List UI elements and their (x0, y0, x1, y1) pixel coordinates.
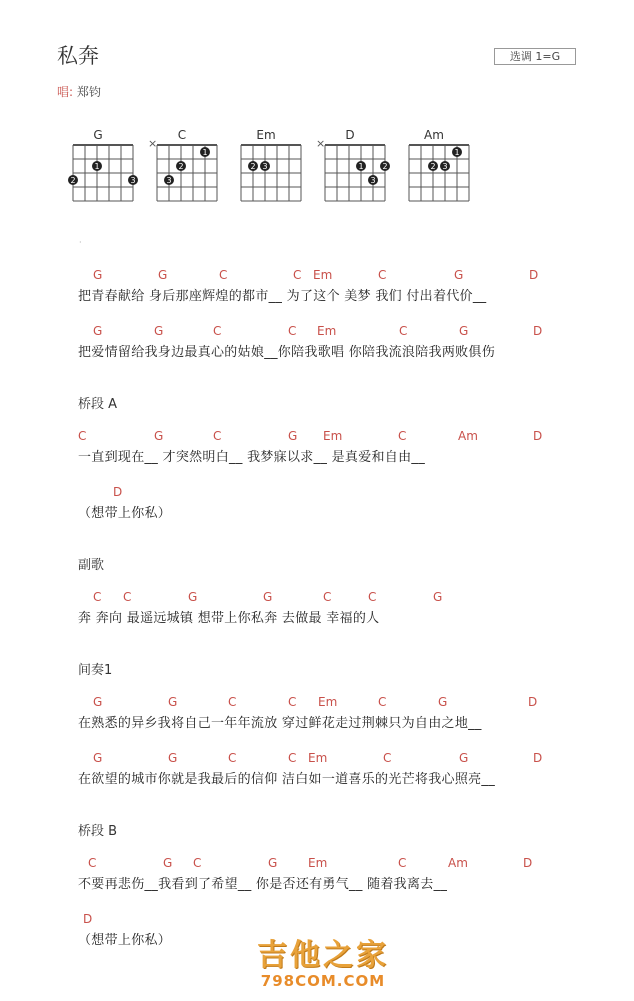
chord-label: C (88, 856, 97, 870)
chord-label: C (378, 268, 387, 282)
chord-label: G (93, 695, 103, 709)
chord-grid (65, 145, 136, 203)
chord-label: G (433, 590, 443, 604)
chord-label: G (459, 751, 469, 765)
chord-label: C (213, 324, 222, 338)
chord-label: C (293, 268, 302, 282)
chord-label: G (163, 856, 173, 870)
chord-label: G (158, 268, 168, 282)
finger-number: 3 (166, 176, 172, 185)
chord-label: G (459, 324, 469, 338)
chord-label: C (219, 268, 228, 282)
chord-diagram-g (65, 128, 136, 204)
chord-label: C (193, 856, 202, 870)
finger-number: 1 (454, 148, 460, 157)
finger-number: 2 (178, 162, 184, 171)
chord-label: G (268, 856, 278, 870)
chord-grid (317, 145, 388, 203)
chord-label: C (93, 590, 102, 604)
chord-label: C (78, 429, 87, 443)
chord-label: C (368, 590, 377, 604)
chord-label: G (438, 695, 448, 709)
finger-number: 3 (370, 176, 376, 185)
key-select-button[interactable]: 选调 1=G (494, 48, 576, 65)
lyric-text: 在欲望的城市你就是我最后的信仰 洁白如一道喜乐的光芒将我心照亮__ (78, 772, 496, 787)
lyric-text: （想带上你私） (78, 933, 172, 948)
chord-diagram-c (149, 128, 215, 204)
watermark-logo: 吉他之家 (257, 938, 389, 973)
chord-label: D (523, 856, 533, 870)
finger-number: 3 (442, 162, 448, 171)
lyric-text: 不要再悲伤__我看到了希望__ 你是否还有勇气__ 随着我离去__ (78, 877, 448, 892)
finger-number: 3 (262, 162, 268, 171)
chord-grid (233, 145, 299, 203)
finger-number: 2 (430, 162, 436, 171)
section-chorus: 副歌 (78, 558, 105, 573)
lyric-text: 把爱情留给我身边最真心的姑娘__你陪我歌唱 你陪我流浪陪我两败俱伤 (78, 345, 496, 360)
muted-string-icon: × (316, 137, 326, 150)
chord-label: Am (448, 856, 468, 870)
site-watermark (248, 930, 398, 996)
song-title: 私奔 (57, 44, 99, 68)
chord-label: Em (318, 695, 338, 709)
finger-number: 1 (94, 162, 100, 171)
chord-label: D (528, 695, 538, 709)
chord-label: C (399, 324, 408, 338)
chord-label: D (533, 429, 543, 443)
chord-label: C (228, 751, 237, 765)
chord-diagram-em (233, 128, 299, 204)
chord-label: Am (458, 429, 478, 443)
chord-label: D (529, 268, 539, 282)
finger-number: 1 (358, 162, 364, 171)
chord-label: G (154, 429, 164, 443)
chord-label: D (83, 912, 93, 926)
chord-label: G (168, 695, 178, 709)
finger-number: 3 (130, 176, 136, 185)
singer-label: 唱: (57, 85, 74, 99)
chord-label: C (123, 590, 132, 604)
chord-label: G (93, 324, 103, 338)
chord-label: Em (313, 268, 333, 282)
lyric-text: 把青春献给 身后那座辉煌的都市__ 为了这个 美梦 我们 付出着代价__ (78, 289, 487, 304)
chord-label: C (288, 695, 297, 709)
finger-number: 2 (250, 162, 256, 171)
chord-diagram-name: D (345, 128, 355, 142)
chord-label: G (93, 268, 103, 282)
chord-grid (149, 145, 215, 203)
chord-diagram-name: G (93, 128, 103, 142)
lyric-text: 在熟悉的异乡我将自己一年年流放 穿过鲜花走过荆棘只为自由之地__ (78, 716, 482, 731)
chord-label: C (378, 695, 387, 709)
watermark-url: 798COM.COM (260, 972, 386, 990)
chord-label: Em (308, 856, 328, 870)
section-interlude: 间奏1 (78, 663, 113, 678)
chord-label: C (213, 429, 222, 443)
chord-label: C (398, 856, 407, 870)
chord-label: Em (308, 751, 328, 765)
lyric-text: 奔 奔向 最遥远城镇 想带上你私奔 去做最 幸福的人 (78, 611, 380, 626)
chord-diagram-name: Em (256, 128, 276, 142)
chord-diagram-name: Am (424, 128, 444, 142)
chord-label: G (263, 590, 273, 604)
chord-label: G (168, 751, 178, 765)
chord-label: D (533, 751, 543, 765)
finger-number: 1 (202, 148, 208, 157)
chord-label: Em (317, 324, 337, 338)
section-bridge-b: 桥段 B (78, 824, 118, 839)
small-mark: · (79, 238, 82, 247)
chord-diagram-name: C (177, 128, 187, 142)
chord-label: D (533, 324, 543, 338)
chord-diagram-am (401, 128, 467, 204)
chord-label: C (288, 751, 297, 765)
muted-string-icon: × (148, 137, 158, 150)
chord-label: D (113, 485, 123, 499)
chord-diagram-d (316, 128, 388, 204)
chord-label: G (154, 324, 164, 338)
singer-name: 郑钧 (76, 85, 101, 99)
chord-label: G (288, 429, 298, 443)
chord-label: C (228, 695, 237, 709)
chord-label: C (288, 324, 297, 338)
chord-label: C (398, 429, 407, 443)
section-bridge-a: 桥段 A (78, 397, 118, 412)
lyric-text: 一直到现在__ 才突然明白__ 我梦寐以求__ 是真爱和自由__ (78, 450, 425, 465)
chord-label: Em (323, 429, 343, 443)
chord-label: C (383, 751, 392, 765)
chord-label: C (323, 590, 332, 604)
lyric-text: （想带上你私） (78, 506, 172, 521)
chord-label: G (454, 268, 464, 282)
chord-grid (401, 145, 467, 203)
singer-line (57, 83, 101, 100)
chord-label: G (188, 590, 198, 604)
chord-label: G (93, 751, 103, 765)
finger-number: 2 (382, 162, 388, 171)
finger-number: 2 (70, 176, 76, 185)
